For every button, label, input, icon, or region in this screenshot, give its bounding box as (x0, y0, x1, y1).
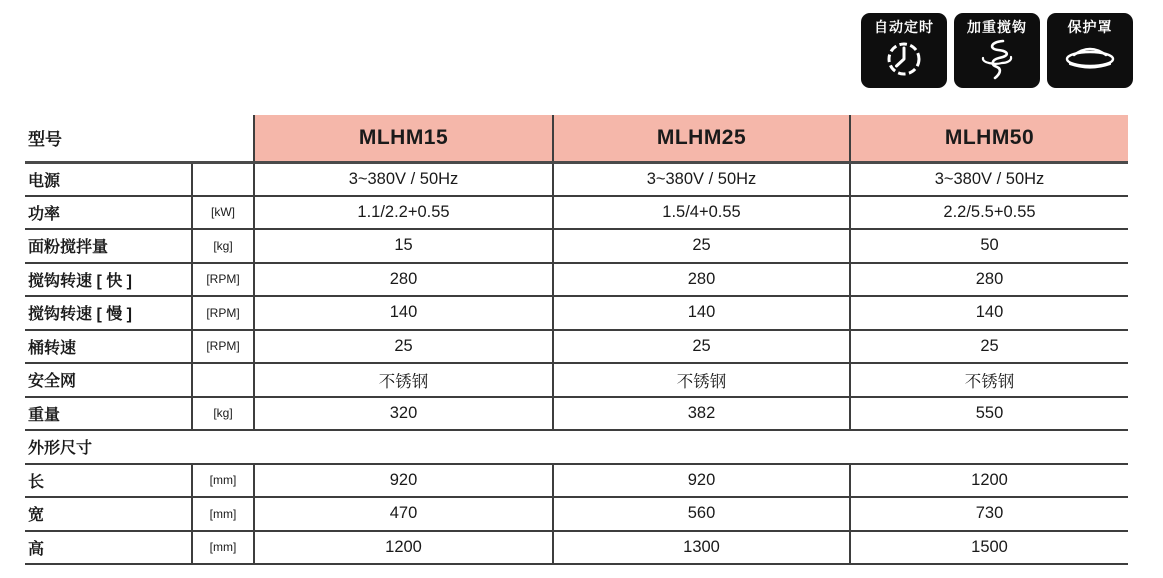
value-cell: 不锈钢 (553, 363, 850, 397)
row-flour-capacity (25, 229, 1128, 263)
model-header-mlhm15: MLHM15 (254, 115, 553, 162)
value-cell: 280 (553, 263, 850, 297)
unit-cell: [kW] (192, 196, 254, 230)
value-cell: 25 (850, 330, 1128, 364)
unit-cell: [mm] (192, 531, 254, 565)
row-bowl-speed (25, 330, 1128, 364)
row-label: 面粉搅拌量 (25, 229, 192, 263)
model-header-row (25, 115, 1128, 162)
feature-badges (861, 13, 1133, 88)
value-cell: 382 (553, 397, 850, 431)
row-label: 长 (25, 464, 192, 498)
row-label: 重量 (25, 397, 192, 431)
value-cell: 320 (254, 397, 553, 431)
model-header-mlhm25: MLHM25 (553, 115, 850, 162)
value-cell: 1200 (254, 531, 553, 565)
row-safety-net (25, 363, 1128, 397)
unit-cell: [RPM] (192, 263, 254, 297)
value-cell: 3~380V / 50Hz (850, 162, 1128, 196)
model-row-label: 型号 (25, 115, 254, 162)
value-cell: 280 (254, 263, 553, 297)
value-cell: 550 (850, 397, 1128, 431)
dough-hook-icon (975, 34, 1019, 81)
badge-heavy-hook-label: 加重搅钩 (967, 19, 1027, 35)
section-label: 外形尺寸 (25, 430, 1128, 464)
value-cell: 1.5/4+0.55 (553, 196, 850, 230)
value-cell: 920 (553, 464, 850, 498)
row-hook-speed-slow (25, 296, 1128, 330)
value-cell: 730 (850, 497, 1128, 531)
value-cell: 3~380V / 50Hz (254, 162, 553, 196)
row-label: 搅钩转速 [ 快 ] (25, 263, 192, 297)
unit-cell: [mm] (192, 464, 254, 498)
unit-cell: [kg] (192, 229, 254, 263)
badge-protective-cover-label: 保护罩 (1067, 19, 1113, 35)
row-label: 高 (25, 531, 192, 565)
row-power-supply (25, 162, 1128, 196)
row-power (25, 196, 1128, 230)
row-hook-speed-fast (25, 263, 1128, 297)
value-cell: 280 (850, 263, 1128, 297)
unit-cell: [RPM] (192, 296, 254, 330)
row-label: 安全网 (25, 363, 192, 397)
model-header-mlhm50: MLHM50 (850, 115, 1128, 162)
value-cell: 15 (254, 229, 553, 263)
unit-cell (192, 162, 254, 196)
row-height (25, 531, 1128, 565)
row-label: 电源 (25, 162, 192, 196)
value-cell: 560 (553, 497, 850, 531)
row-width (25, 497, 1128, 531)
row-label: 搅钩转速 [ 慢 ] (25, 296, 192, 330)
row-weight (25, 397, 1128, 431)
row-length (25, 464, 1128, 498)
section-row-dimensions (25, 430, 1128, 464)
badge-heavy-hook (954, 13, 1040, 88)
value-cell: 25 (254, 330, 553, 364)
value-cell: 470 (254, 497, 553, 531)
badge-auto-timer (861, 13, 947, 88)
value-cell: 1500 (850, 531, 1128, 565)
value-cell: 50 (850, 229, 1128, 263)
value-cell: 不锈钢 (850, 363, 1128, 397)
value-cell: 2.2/5.5+0.55 (850, 196, 1128, 230)
spec-table (25, 115, 1128, 565)
row-label: 功率 (25, 196, 192, 230)
value-cell: 25 (553, 330, 850, 364)
protective-cover-icon (1062, 34, 1118, 77)
value-cell: 140 (850, 296, 1128, 330)
value-cell: 3~380V / 50Hz (553, 162, 850, 196)
badge-protective-cover (1047, 13, 1133, 88)
value-cell: 1.1/2.2+0.55 (254, 196, 553, 230)
value-cell: 1300 (553, 531, 850, 565)
unit-cell: [RPM] (192, 330, 254, 364)
value-cell: 140 (553, 296, 850, 330)
unit-cell: [kg] (192, 397, 254, 431)
unit-cell (192, 363, 254, 397)
value-cell: 920 (254, 464, 553, 498)
badge-auto-timer-label: 自动定时 (874, 19, 934, 35)
value-cell: 140 (254, 296, 553, 330)
row-label: 桶转速 (25, 330, 192, 364)
value-cell: 25 (553, 229, 850, 263)
value-cell: 1200 (850, 464, 1128, 498)
value-cell: 不锈钢 (254, 363, 553, 397)
clock-icon (882, 34, 926, 81)
row-label: 宽 (25, 497, 192, 531)
unit-cell: [mm] (192, 497, 254, 531)
